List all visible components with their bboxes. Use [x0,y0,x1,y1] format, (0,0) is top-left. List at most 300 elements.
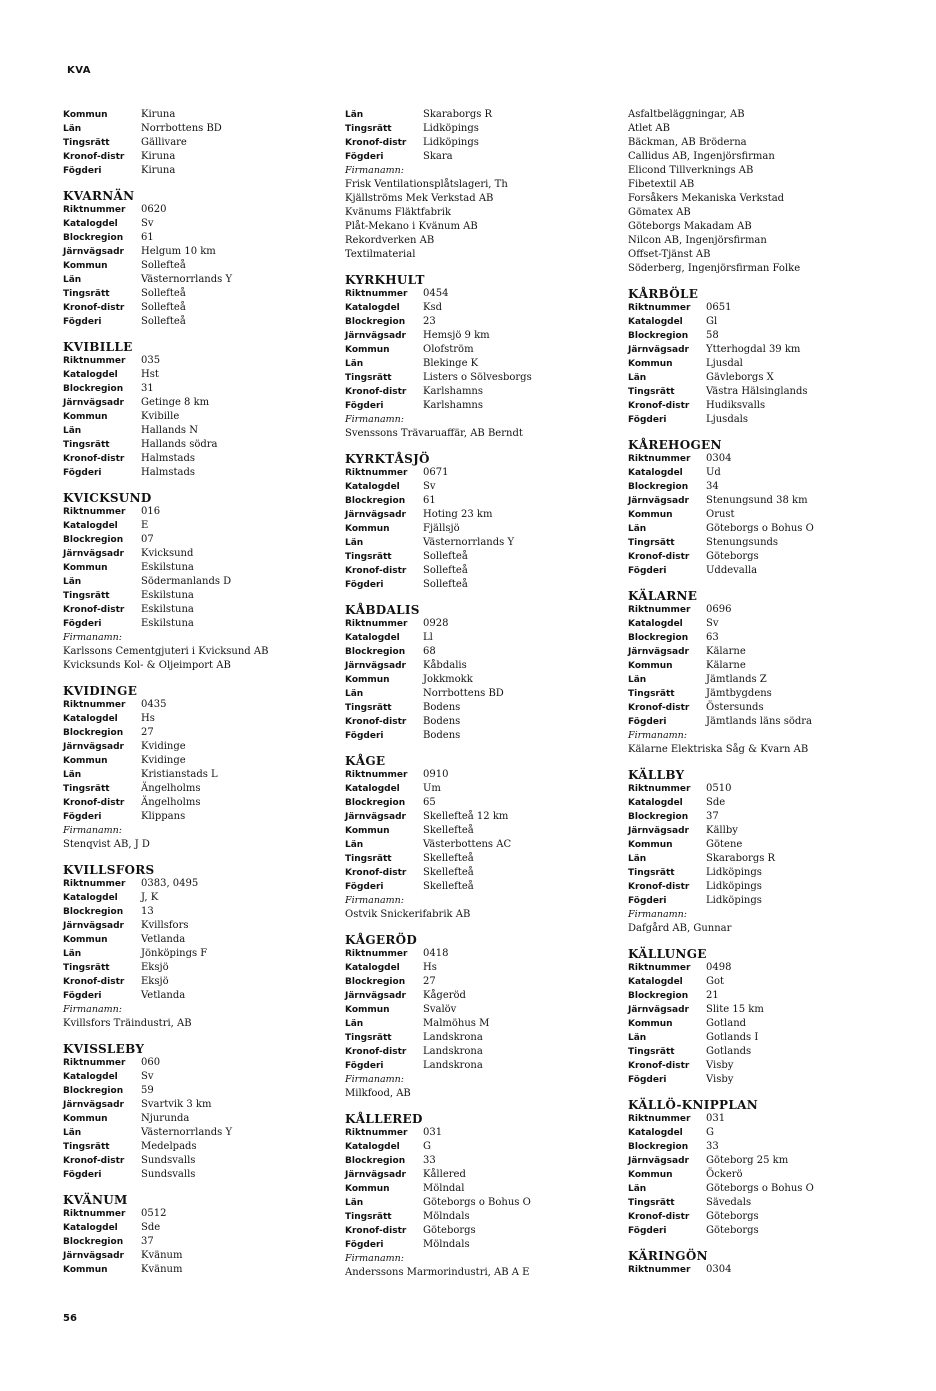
field-label: Katalogdel [345,303,400,313]
field-value: Skellefteå [423,881,474,892]
field-label: Kronof-distr [63,152,125,162]
column-3 [628,108,913,1288]
field-row [63,382,348,396]
field-row [63,438,348,452]
field-label: Tingsrätt [345,552,392,562]
place-name: KVIBILLE [63,340,133,354]
firm-name: Offset-Tjänst AB [628,249,711,260]
firm-name: Anderssons Marmorindustri, AB A E [345,1267,530,1278]
field-label: Tingsrätt [628,1198,675,1208]
field-value: Ljusdal [706,358,743,369]
field-row [345,782,630,796]
field-label: Län [628,854,647,864]
field-label: Tingsrätt [345,373,392,383]
field-row [345,578,630,592]
field-label: Kommun [63,1265,108,1275]
field-row [628,343,913,357]
field-label: Riktnummer [628,1114,691,1124]
field-label: Blockregion [63,907,124,917]
field-value: Sollefteå [141,316,186,327]
field-value: Sollefteå [423,565,468,576]
field-label: Kronof-distr [345,1226,407,1236]
field-label: Järnvägsadr [628,1156,689,1166]
field-row [63,603,348,617]
field-value: Orust [706,509,735,520]
field-row [628,1112,913,1126]
field-row [628,522,913,536]
field-row [63,1221,348,1235]
field-row [345,687,630,701]
field-value: Göteborgs [706,551,759,562]
field-label: Blockregion [63,1237,124,1247]
field-value: Norrbottens BD [141,123,222,134]
field-row [628,687,913,701]
firm-name: Plåt-Mekano i Kvänum AB [345,221,478,232]
firm-name: Söderberg, Ingenjörsfirman Folke [628,263,801,274]
field-value: Eskilstuna [141,604,194,615]
field-label: Tingsrätt [63,289,110,299]
field-label: Län [63,426,82,436]
field-value: Sv [706,618,719,629]
column-1 [63,108,348,1288]
field-value: Jokkmokk [423,674,473,685]
firm-name: Kjällströms Mek Verkstad AB [345,193,494,204]
field-value: Kåbdalis [423,660,467,671]
place-entry [63,491,348,673]
field-row [345,729,630,743]
field-row [345,659,630,673]
field-row [63,919,348,933]
field-value: 0304 [706,1264,732,1275]
field-value: Sollefteå [141,260,186,271]
place-entry [345,452,630,592]
field-value: Sundsvalls [141,1169,196,1180]
field-row [63,810,348,824]
field-value: Um [423,783,441,794]
field-value: Jönköpings F [141,948,208,959]
field-label: Järnvägsadr [345,661,406,671]
place-name: KÅBDALIS [345,603,420,617]
field-row [628,385,913,399]
field-label: Kronof-distr [63,798,125,808]
field-label: Riktnummer [63,507,126,517]
field-value: Sollefteå [141,288,186,299]
field-row [63,354,348,368]
field-label: Blockregion [345,798,406,808]
firmanamn-heading: Firmanamn: [63,825,122,836]
firmanamn-heading: Firmanamn: [345,1253,404,1264]
field-row [345,947,630,961]
field-value: 060 [141,1057,161,1068]
field-value: 0671 [423,467,449,478]
field-label: Kronof-distr [345,566,407,576]
field-label: Katalogdel [345,633,400,643]
field-value: Hemsjö 9 km [423,330,490,341]
field-value: 0435 [141,699,167,710]
place-entry [63,189,348,329]
field-label: Kronof-distr [628,552,690,562]
field-value: 035 [141,355,161,366]
field-row [63,905,348,919]
place-name: KVISSLEBY [63,1042,145,1056]
field-value: Kälarne [706,646,746,657]
field-label: Katalogdel [345,1142,400,1152]
field-value: Hudiksvalls [706,400,766,411]
field-row [345,564,630,578]
field-value: Hallands södra [141,439,218,450]
field-row [628,894,913,908]
field-row [63,1112,348,1126]
field-label: Tingsrätt [63,440,110,450]
place-entry [345,603,630,743]
field-value: Sde [706,797,726,808]
field-row [63,754,348,768]
place-entry [345,273,630,441]
field-row [63,989,348,1003]
field-row [63,396,348,410]
field-row [63,933,348,947]
place-entry [628,589,913,757]
field-label: Riktnummer [345,619,408,629]
field-row [345,1196,630,1210]
field-row [345,810,630,824]
firm-name: Frisk Ventilationsplåtslageri, Th [345,179,508,190]
field-label: Län [628,1033,647,1043]
field-label: Blockregion [63,384,124,394]
field-row [345,1059,630,1073]
field-value: Eskilstuna [141,618,194,629]
field-row [628,645,913,659]
field-value: 65 [423,797,436,808]
field-row [628,673,913,687]
field-row [628,880,913,894]
field-value: Karlshamns [423,386,483,397]
field-label: Fögderi [628,566,667,576]
field-label: Fögderi [63,166,102,176]
field-value: Bodens [423,716,461,727]
field-row [628,1263,913,1277]
firm-name: Milkfood, AB [345,1088,411,1099]
field-row [628,975,913,989]
field-label: Riktnummer [628,303,691,313]
field-label: Fögderi [628,415,667,425]
field-label: Kommun [628,1170,673,1180]
field-label: Blockregion [345,1156,406,1166]
place-name: KÄLLÖ-KNIPPLAN [628,1098,758,1112]
field-label: Fögderi [345,580,384,590]
field-row [63,961,348,975]
field-value: Sv [141,1071,154,1082]
field-row [628,824,913,838]
field-label: Riktnummer [628,1265,691,1275]
field-row [63,1084,348,1098]
place-name: KVIDINGE [63,684,138,698]
field-value: Göteborgs o Bohus O [706,523,814,534]
field-value: G [423,1141,431,1152]
field-value: Kvänum [141,1250,183,1261]
field-row [63,231,348,245]
field-row [628,810,913,824]
field-value: 031 [423,1127,443,1138]
field-label: Riktnummer [345,770,408,780]
field-value: 68 [423,646,436,657]
field-row [63,273,348,287]
field-label: Katalogdel [628,798,683,808]
field-row [63,1235,348,1249]
field-value: 31 [141,383,154,394]
field-label: Järnvägsadr [63,1100,124,1110]
firm-name: Textilmaterial [345,249,416,260]
field-value: Kiruna [141,151,176,162]
field-label: Katalogdel [63,370,118,380]
field-row [345,796,630,810]
field-label: Järnvägsadr [628,647,689,657]
firm-name: Nilcon AB, Ingenjörsfirman [628,235,767,246]
firm-name: Forsåkers Mekaniska Verkstad [628,193,785,204]
field-label: Järnvägsadr [63,921,124,931]
field-row [63,796,348,810]
field-label: Katalogdel [345,482,400,492]
field-label: Tingsrätt [63,138,110,148]
field-row [345,824,630,838]
field-label: Kronof-distr [345,717,407,727]
field-label: Län [345,840,364,850]
field-label: Fögderi [345,401,384,411]
field-label: Kronof-distr [628,401,690,411]
field-label: Riktnummer [345,289,408,299]
field-value: 27 [423,976,436,987]
field-value: Olofström [423,344,474,355]
field-label: Järnvägsadr [63,398,124,408]
field-value: 13 [141,906,154,917]
field-value: 61 [141,232,154,243]
field-value: Halmstads [141,467,196,478]
firm-name: Svenssons Trävaruaffär, AB Berndt [345,428,523,439]
field-value: Kvicksund [141,548,194,559]
field-value: Sv [423,481,436,492]
field-label: Fögderi [345,882,384,892]
field-label: Katalogdel [63,219,118,229]
place-name: KÄLLUNGE [628,947,707,961]
field-value: 0651 [706,302,732,313]
field-value: 27 [141,727,154,738]
field-value: Ll [423,632,433,643]
field-value: Sundsvalls [141,1155,196,1166]
place-entry [63,1042,348,1182]
field-label: Kommun [63,756,108,766]
field-label: Katalogdel [63,1223,118,1233]
field-label: Järnvägsadr [345,331,406,341]
field-value: Eskilstuna [141,590,194,601]
field-value: Gl [706,316,718,327]
field-value: Göteborgs o Bohus O [706,1183,814,1194]
field-label: Tingsrätt [63,963,110,973]
field-row [628,1210,913,1224]
field-row [345,287,630,301]
field-row [345,108,630,122]
field-value: Västerbottens AC [423,839,512,850]
field-value: Vetlanda [141,990,186,1001]
field-row [63,1207,348,1221]
field-row [63,368,348,382]
field-row [63,1263,348,1277]
field-row [628,796,913,810]
field-value: 34 [706,481,719,492]
field-label: Kommun [345,826,390,836]
field-value: G [706,1127,714,1138]
field-row [63,533,348,547]
field-row [345,315,630,329]
field-value: Hoting 23 km [423,509,493,520]
field-label: Katalogdel [345,963,400,973]
field-label: Tingsrätt [63,784,110,794]
place-entry [628,1098,913,1238]
field-label: Blockregion [63,1086,124,1096]
field-value: 59 [141,1085,154,1096]
field-row [345,975,630,989]
field-value: Karlshamns [423,400,483,411]
field-value: Slite 15 km [706,1004,764,1015]
field-label: Katalogdel [628,1128,683,1138]
field-label: Blockregion [345,496,406,506]
field-value: Västernorrlands Y [141,1127,233,1138]
field-label: Riktnummer [628,963,691,973]
field-label: Tingsrätt [345,703,392,713]
field-value: Kälarne [706,660,746,671]
field-label: Län [345,1198,364,1208]
field-value: Svalöv [423,1004,457,1015]
field-value: Lidköpings [706,895,762,906]
field-label: Tingsrätt [345,1033,392,1043]
field-value: Visby [706,1074,734,1085]
place-name: KYRKHULT [345,273,425,287]
field-value: Mölndals [423,1239,470,1250]
place-name: KÅLLERED [345,1112,423,1126]
field-row [63,245,348,259]
field-value: Mölndal [423,1183,465,1194]
place-name: KÄLARNE [628,589,698,603]
field-row [63,466,348,480]
field-value: Kiruna [141,165,176,176]
field-row [345,399,630,413]
field-row [345,1031,630,1045]
place-entry [63,340,348,480]
firmanamn-heading: Firmanamn: [628,730,687,741]
firm-name: Elicond Tillverknings AB [628,165,754,176]
field-row [63,698,348,712]
place-entry [345,108,630,262]
field-row [345,1238,630,1252]
field-value: Sollefteå [423,551,468,562]
field-label: Kommun [345,345,390,355]
place-entry [63,1193,348,1277]
field-row [345,136,630,150]
field-label: Län [345,1019,364,1029]
field-value: Sävedals [706,1197,752,1208]
field-value: Bodens [423,730,461,741]
field-label: Kronof-distr [63,454,125,464]
field-label: Län [345,110,364,120]
field-value: Skaraborgs R [423,109,493,120]
field-value: Ljusdals [706,414,749,425]
field-row [63,1168,348,1182]
field-label: Fögderi [628,1075,667,1085]
field-row [628,617,913,631]
place-entry [345,933,630,1101]
field-row [345,852,630,866]
firm-name: Kälarne Elektriska Såg & Kvarn AB [628,744,809,755]
field-label: Riktnummer [63,879,126,889]
field-value: Skellefteå [423,867,474,878]
field-value: Kållered [423,1169,466,1180]
field-row [345,150,630,164]
field-value: Öckerö [706,1169,743,1180]
field-row [628,782,913,796]
field-value: Getinge 8 km [141,397,210,408]
place-entry [345,754,630,922]
field-value: 63 [706,632,719,643]
field-value: 61 [423,495,436,506]
place-entry [628,438,913,578]
field-row [63,410,348,424]
field-value: Listers o Sölvesborgs [423,372,532,383]
field-row [628,1182,913,1196]
field-label: Blockregion [345,317,406,327]
field-row [345,673,630,687]
field-row [63,259,348,273]
field-value: Gotland [706,1018,747,1029]
field-row [345,768,630,782]
field-row [628,371,913,385]
field-value: 0696 [706,604,732,615]
field-label: Riktnummer [628,605,691,615]
field-row [63,287,348,301]
field-value: Göteborgs [706,1225,759,1236]
field-row [628,536,913,550]
place-name: KÅGERÖD [345,933,418,947]
field-value: Hallands N [141,425,198,436]
field-label: Blockregion [628,331,689,341]
field-value: Norrbottens BD [423,688,504,699]
firm-list [628,108,913,276]
field-row [628,603,913,617]
field-row [63,150,348,164]
field-value: Skara [423,151,453,162]
field-row [63,505,348,519]
field-row [628,466,913,480]
field-value: Sde [141,1222,161,1233]
field-row [628,989,913,1003]
field-label: Blockregion [628,482,689,492]
field-value: Kiruna [141,109,176,120]
field-label: Kronof-distr [63,1156,125,1166]
firm-name: Bäckman, AB Bröderna [628,137,747,148]
firm-name: Karlssons Cementgjuteri i Kvicksund AB [63,646,269,657]
firm-name: Kvicksunds Kol- & Oljeimport AB [63,660,231,671]
field-label: Kommun [345,1184,390,1194]
firm-name: Stenqvist AB, J D [63,839,150,850]
place-name: KÄLLBY [628,768,685,782]
field-label: Riktnummer [628,454,691,464]
field-value: 0383, 0495 [141,878,199,889]
field-label: Katalogdel [63,893,118,903]
field-label: Fögderi [63,1170,102,1180]
field-row [345,508,630,522]
field-row [63,122,348,136]
field-row [628,838,913,852]
field-row [345,1154,630,1168]
field-row [63,891,348,905]
